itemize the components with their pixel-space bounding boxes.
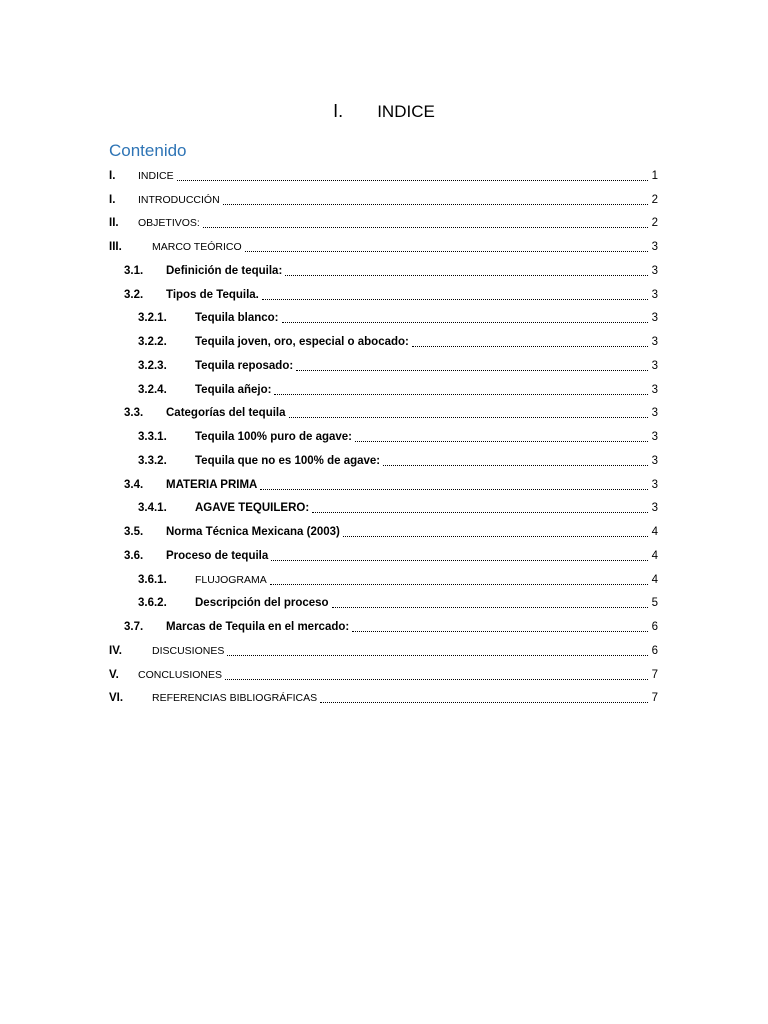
toc-dot-leader <box>203 226 648 228</box>
toc-entry-number: 3.6.1. <box>138 573 167 586</box>
table-of-contents <box>109 164 658 710</box>
toc-entry-number: 3.1. <box>124 264 144 277</box>
toc-dot-leader <box>312 511 647 513</box>
toc-entry-label: Tipos de Tequila. <box>166 288 259 301</box>
toc-entry-number: II. <box>109 217 119 230</box>
toc-entry-number: I. <box>109 169 116 182</box>
toc-entry-label: Tequila añejo: <box>195 383 272 396</box>
toc-entry-label: MATERIA PRIMA <box>166 478 258 491</box>
toc-entry[interactable] <box>109 592 658 616</box>
toc-entry[interactable] <box>109 164 658 188</box>
toc-entry-number: III. <box>109 241 122 254</box>
toc-entry-label: Marcas de Tequila en el mercado: <box>166 621 350 634</box>
toc-dot-leader <box>274 393 647 395</box>
toc-entry-page: 7 <box>651 668 658 681</box>
toc-entry-page: 3 <box>651 336 658 349</box>
heading-title: INDICE <box>377 102 435 121</box>
toc-entry-page: 3 <box>651 241 658 254</box>
toc-entry-label: Norma Técnica Mexicana (2003) <box>166 526 340 539</box>
toc-entry-number: 3.2.4. <box>138 383 167 396</box>
toc-entry-number: 3.3. <box>124 407 144 420</box>
toc-entry-number: IV. <box>109 644 123 657</box>
toc-entry-number: 3.2.3. <box>138 359 167 372</box>
toc-entry-page: 3 <box>651 288 658 301</box>
toc-entry[interactable] <box>109 259 658 283</box>
toc-entry-number: 3.4.1. <box>138 502 167 515</box>
toc-entry-number: V. <box>109 668 119 681</box>
toc-entry-label: REFERENCIAS BIBLIOGRÁFICAS <box>152 692 318 705</box>
toc-dot-leader <box>355 440 648 442</box>
page-heading <box>0 101 768 122</box>
toc-entry-number: 3.5. <box>124 526 144 539</box>
toc-entry[interactable] <box>109 330 658 354</box>
toc-dot-leader <box>262 298 648 300</box>
toc-entry-label: INTRODUCCIÓN <box>138 193 220 206</box>
toc-entry-number: 3.6.2. <box>138 597 167 610</box>
toc-dot-leader <box>320 701 647 703</box>
toc-entry-label: Tequila 100% puro de agave: <box>195 431 353 444</box>
toc-entry[interactable] <box>109 520 658 544</box>
toc-entry-number: 3.4. <box>124 478 144 491</box>
toc-entry[interactable] <box>109 639 658 663</box>
toc-entry-page: 3 <box>651 431 658 444</box>
toc-entry-page: 3 <box>651 359 658 372</box>
toc-entry[interactable] <box>109 188 658 212</box>
toc-entry-page: 5 <box>651 597 658 610</box>
toc-dot-leader <box>332 606 648 608</box>
toc-dot-leader <box>223 203 648 205</box>
toc-entry-page: 4 <box>651 549 658 562</box>
toc-entry-label: DISCUSIONES <box>152 644 225 657</box>
toc-entry-label: MARCO TEÓRICO <box>152 241 242 254</box>
toc-entry-page: 3 <box>651 454 658 467</box>
toc-entry[interactable] <box>109 307 658 331</box>
toc-entry-page: 1 <box>651 169 658 182</box>
toc-dot-leader <box>282 321 648 323</box>
toc-entry-label: Definición de tequila: <box>166 264 283 277</box>
toc-entry-label: INDICE <box>138 169 174 182</box>
toc-entry-label: Tequila joven, oro, especial o abocado: <box>195 336 409 349</box>
toc-entry-number: 3.6. <box>124 549 144 562</box>
toc-entry-page: 7 <box>651 692 658 705</box>
toc-entry-number: I. <box>109 193 116 206</box>
toc-entry[interactable] <box>109 687 658 711</box>
toc-entry-page: 2 <box>651 217 658 230</box>
toc-entry-page: 4 <box>651 526 658 539</box>
toc-entry[interactable] <box>109 402 658 426</box>
toc-entry[interactable] <box>109 449 658 473</box>
toc-entry-label: FLUJOGRAMA <box>195 573 267 586</box>
toc-dot-leader <box>270 583 648 585</box>
toc-dot-leader <box>227 654 647 656</box>
toc-entry-page: 3 <box>651 383 658 396</box>
toc-entry[interactable] <box>109 283 658 307</box>
toc-entry-page: 3 <box>651 407 658 420</box>
toc-dot-leader <box>383 464 647 466</box>
toc-entry-label: Descripción del proceso <box>195 597 329 610</box>
toc-entry-page: 3 <box>651 502 658 515</box>
toc-entry-page: 3 <box>651 264 658 277</box>
toc-entry-label: Tequila blanco: <box>195 312 279 325</box>
toc-entry[interactable] <box>109 212 658 236</box>
toc-dot-leader <box>343 535 648 537</box>
toc-entry-page: 6 <box>651 644 658 657</box>
toc-dot-leader <box>225 678 648 680</box>
toc-dot-leader <box>245 250 648 252</box>
toc-entry-number: VI. <box>109 692 124 705</box>
toc-entry[interactable] <box>109 425 658 449</box>
toc-entry-page: 3 <box>651 312 658 325</box>
toc-dot-leader <box>260 488 647 490</box>
toc-entry-page: 4 <box>651 573 658 586</box>
toc-entry-page: 6 <box>651 621 658 634</box>
toc-entry[interactable] <box>109 354 658 378</box>
toc-entry-label: Proceso de tequila <box>166 549 269 562</box>
toc-entry[interactable] <box>109 497 658 521</box>
toc-entry-page: 2 <box>651 193 658 206</box>
toc-dot-leader <box>177 179 648 181</box>
toc-entry-number: 3.3.1. <box>138 431 167 444</box>
toc-entry-label: AGAVE TEQUILERO: <box>195 502 310 515</box>
toc-entry-label: Tequila reposado: <box>195 359 294 372</box>
toc-entry[interactable] <box>109 663 658 687</box>
toc-dot-leader <box>352 630 647 632</box>
toc-entry-number: 3.3.2. <box>138 454 167 467</box>
toc-entry-label: Tequila que no es 100% de agave: <box>195 454 381 467</box>
toc-entry-number: 3.7. <box>124 621 144 634</box>
toc-dot-leader <box>296 369 647 371</box>
toc-entry[interactable] <box>109 568 658 592</box>
toc-entry-label: CONCLUSIONES <box>138 668 223 681</box>
toc-entry-number: 3.2. <box>124 288 144 301</box>
toc-entry-label: OBJETIVOS: <box>138 217 200 230</box>
toc-dot-leader <box>289 416 648 418</box>
toc-entry-page: 3 <box>651 478 658 491</box>
toc-entry-number: 3.2.2. <box>138 336 167 349</box>
toc-dot-leader <box>285 274 647 276</box>
toc-entry[interactable] <box>109 235 658 259</box>
toc-dot-leader <box>271 559 647 561</box>
toc-title: Contenido <box>109 141 187 160</box>
toc-entry[interactable] <box>109 615 658 639</box>
toc-entry-number: 3.2.1. <box>138 312 167 325</box>
toc-entry-label: Categorías del tequila <box>166 407 286 420</box>
toc-entry[interactable] <box>109 378 658 402</box>
toc-entry[interactable] <box>109 473 658 497</box>
toc-dot-leader <box>412 345 648 347</box>
toc-entry[interactable] <box>109 544 658 568</box>
heading-number: I. <box>333 101 344 121</box>
